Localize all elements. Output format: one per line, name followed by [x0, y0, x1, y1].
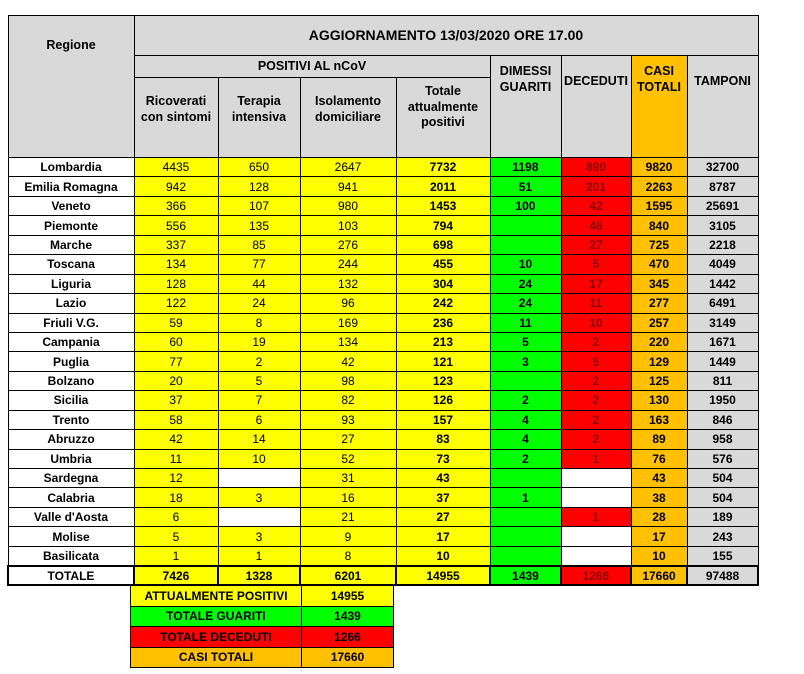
tamponi-cell: 504 — [687, 469, 758, 488]
totale-positivi-cell: 27 — [396, 507, 490, 526]
ricoverati-cell: 556 — [134, 216, 218, 235]
ricoverati-cell: 4435 — [134, 158, 218, 177]
totale-positivi-cell: 2011 — [396, 177, 490, 196]
total-dimessi-cell: 1439 — [490, 566, 561, 585]
totale-positivi-cell: 123 — [396, 371, 490, 390]
casi-totali-cell: 89 — [631, 430, 687, 449]
totale-positivi-cell: 236 — [396, 313, 490, 332]
col-header-dimessi: DIMESSI GUARITI — [490, 56, 561, 158]
casi-totali-cell: 277 — [631, 294, 687, 313]
table-row — [8, 527, 758, 546]
table-row — [8, 158, 758, 177]
total-deceduti-cell: 1266 — [561, 566, 631, 585]
deceduti-cell: 2 — [561, 391, 631, 410]
summary-row — [131, 606, 394, 627]
deceduti-cell: 1 — [561, 507, 631, 526]
col-header-deceduti: DECEDUTI — [561, 56, 631, 158]
isolamento-cell: 52 — [300, 449, 396, 468]
tamponi-cell: 4049 — [687, 255, 758, 274]
casi-totali-cell: 129 — [631, 352, 687, 371]
ricoverati-cell: 366 — [134, 196, 218, 215]
casi-totali-cell: 1595 — [631, 196, 687, 215]
summary-value: 1266 — [302, 627, 394, 648]
col-header-isolamento: Isolamento domiciliare — [300, 78, 396, 158]
ricoverati-cell: 134 — [134, 255, 218, 274]
terapia-cell: 1 — [218, 546, 300, 566]
terapia-cell: 3 — [218, 527, 300, 546]
isolamento-cell: 980 — [300, 196, 396, 215]
isolamento-cell: 27 — [300, 430, 396, 449]
region-name: Piemonte — [8, 216, 134, 235]
summary-value: 17660 — [302, 647, 394, 668]
terapia-cell: 8 — [218, 313, 300, 332]
totale-positivi-cell: 698 — [396, 235, 490, 254]
casi-totali-cell: 2263 — [631, 177, 687, 196]
total-totale-positivi-cell: 14955 — [396, 566, 490, 585]
isolamento-cell: 21 — [300, 507, 396, 526]
isolamento-cell: 169 — [300, 313, 396, 332]
table-row — [8, 177, 758, 196]
table-row — [8, 469, 758, 488]
deceduti-cell — [561, 527, 631, 546]
terapia-cell: 10 — [218, 449, 300, 468]
terapia-cell: 6 — [218, 410, 300, 429]
summary-table — [130, 585, 394, 668]
deceduti-cell: 1 — [561, 449, 631, 468]
ricoverati-cell: 58 — [134, 410, 218, 429]
table-row — [8, 313, 758, 332]
deceduti-cell: 2 — [561, 430, 631, 449]
casi-totali-cell: 470 — [631, 255, 687, 274]
dimessi-cell — [490, 469, 561, 488]
table-row — [8, 391, 758, 410]
table-row — [8, 274, 758, 293]
deceduti-cell: 42 — [561, 196, 631, 215]
dimessi-cell — [490, 371, 561, 390]
terapia-cell: 128 — [218, 177, 300, 196]
totale-positivi-cell: 73 — [396, 449, 490, 468]
region-name: Friuli V.G. — [8, 313, 134, 332]
region-name: Veneto — [8, 196, 134, 215]
table-row — [8, 235, 758, 254]
ricoverati-cell: 77 — [134, 352, 218, 371]
tamponi-cell: 1449 — [687, 352, 758, 371]
tamponi-cell: 1950 — [687, 391, 758, 410]
table-row — [8, 507, 758, 526]
casi-totali-cell: 840 — [631, 216, 687, 235]
deceduti-cell — [561, 546, 631, 566]
dimessi-cell: 3 — [490, 352, 561, 371]
isolamento-cell: 93 — [300, 410, 396, 429]
region-name: Sardegna — [8, 469, 134, 488]
isolamento-cell: 276 — [300, 235, 396, 254]
isolamento-cell: 31 — [300, 469, 396, 488]
totale-positivi-cell: 126 — [396, 391, 490, 410]
tamponi-cell: 2218 — [687, 235, 758, 254]
isolamento-cell: 103 — [300, 216, 396, 235]
table-row — [8, 488, 758, 507]
table-row — [8, 371, 758, 390]
region-name: Abruzzo — [8, 430, 134, 449]
col-header-casi-totali: CASI TOTALI — [631, 56, 687, 158]
totale-positivi-cell: 121 — [396, 352, 490, 371]
region-header: Regione — [8, 16, 134, 158]
terapia-cell: 5 — [218, 371, 300, 390]
tamponi-cell: 1671 — [687, 332, 758, 351]
casi-totali-cell: 725 — [631, 235, 687, 254]
dimessi-cell: 51 — [490, 177, 561, 196]
totale-positivi-cell: 10 — [396, 546, 490, 566]
dimessi-cell: 2 — [490, 391, 561, 410]
casi-totali-cell: 220 — [631, 332, 687, 351]
totals-row — [8, 566, 758, 585]
deceduti-cell: 46 — [561, 216, 631, 235]
covid-region-table — [7, 15, 759, 586]
region-name: Trento — [8, 410, 134, 429]
tamponi-cell: 846 — [687, 410, 758, 429]
region-name: Liguria — [8, 274, 134, 293]
ricoverati-cell: 128 — [134, 274, 218, 293]
isolamento-cell: 8 — [300, 546, 396, 566]
region-name: Basilicata — [8, 546, 134, 566]
casi-totali-cell: 10 — [631, 546, 687, 566]
total-isolamento-cell: 6201 — [300, 566, 396, 585]
tamponi-cell: 1442 — [687, 274, 758, 293]
casi-totali-cell: 38 — [631, 488, 687, 507]
totale-positivi-cell: 157 — [396, 410, 490, 429]
update-title: AGGIORNAMENTO 13/03/2020 ORE 17.00 — [134, 16, 758, 56]
casi-totali-cell: 17 — [631, 527, 687, 546]
isolamento-cell: 82 — [300, 391, 396, 410]
region-name: Lombardia — [8, 158, 134, 177]
total-ricoverati-cell: 7426 — [134, 566, 218, 585]
summary-value: 14955 — [302, 586, 394, 607]
isolamento-cell: 96 — [300, 294, 396, 313]
terapia-cell — [218, 507, 300, 526]
region-name: Puglia — [8, 352, 134, 371]
region-name: Marche — [8, 235, 134, 254]
dimessi-cell: 10 — [490, 255, 561, 274]
col-header-tamponi: TAMPONI — [687, 56, 758, 158]
tamponi-cell: 3105 — [687, 216, 758, 235]
isolamento-cell: 132 — [300, 274, 396, 293]
positive-group-header: POSITIVI AL nCoV — [134, 56, 490, 78]
region-name: Bolzano — [8, 371, 134, 390]
total-terapia-cell: 1328 — [218, 566, 300, 585]
tamponi-cell: 3149 — [687, 313, 758, 332]
casi-totali-cell: 345 — [631, 274, 687, 293]
ricoverati-cell: 20 — [134, 371, 218, 390]
table-row — [8, 294, 758, 313]
terapia-cell: 7 — [218, 391, 300, 410]
totale-positivi-cell: 455 — [396, 255, 490, 274]
ricoverati-cell: 42 — [134, 430, 218, 449]
deceduti-cell: 2 — [561, 371, 631, 390]
dimessi-cell: 24 — [490, 294, 561, 313]
deceduti-cell: 27 — [561, 235, 631, 254]
summary-label: CASI TOTALI — [131, 647, 302, 668]
dimessi-cell — [490, 527, 561, 546]
casi-totali-cell: 9820 — [631, 158, 687, 177]
casi-totali-cell: 130 — [631, 391, 687, 410]
casi-totali-cell: 76 — [631, 449, 687, 468]
isolamento-cell: 42 — [300, 352, 396, 371]
table-row — [8, 546, 758, 566]
dimessi-cell: 1198 — [490, 158, 561, 177]
ricoverati-cell: 59 — [134, 313, 218, 332]
total-tamponi-cell: 97488 — [687, 566, 758, 585]
col-header-terapia: Terapia intensiva — [218, 78, 300, 158]
tamponi-cell: 25691 — [687, 196, 758, 215]
totale-positivi-cell: 304 — [396, 274, 490, 293]
tamponi-cell: 155 — [687, 546, 758, 566]
table-row — [8, 332, 758, 351]
isolamento-cell: 941 — [300, 177, 396, 196]
terapia-cell: 107 — [218, 196, 300, 215]
region-name: Lazio — [8, 294, 134, 313]
terapia-cell: 14 — [218, 430, 300, 449]
region-name: Sicilia — [8, 391, 134, 410]
dimessi-cell — [490, 546, 561, 566]
isolamento-cell: 9 — [300, 527, 396, 546]
terapia-cell — [218, 469, 300, 488]
ricoverati-cell: 5 — [134, 527, 218, 546]
isolamento-cell: 16 — [300, 488, 396, 507]
dimessi-cell: 11 — [490, 313, 561, 332]
ricoverati-cell: 12 — [134, 469, 218, 488]
totale-positivi-cell: 242 — [396, 294, 490, 313]
ricoverati-cell: 11 — [134, 449, 218, 468]
terapia-cell: 3 — [218, 488, 300, 507]
terapia-cell: 135 — [218, 216, 300, 235]
col-header-ricoverati: Ricoverati con sintomi — [134, 78, 218, 158]
totale-positivi-cell: 213 — [396, 332, 490, 351]
isolamento-cell: 134 — [300, 332, 396, 351]
casi-totali-cell: 257 — [631, 313, 687, 332]
dimessi-cell: 2 — [490, 449, 561, 468]
table-row — [8, 352, 758, 371]
dimessi-cell: 4 — [490, 430, 561, 449]
table-row — [8, 430, 758, 449]
col-header-totale-positivi: Totale attualmente positivi — [396, 78, 490, 158]
summary-label: ATTUALMENTE POSITIVI — [131, 586, 302, 607]
summary-row — [131, 627, 394, 648]
region-name: Umbria — [8, 449, 134, 468]
dimessi-cell: 24 — [490, 274, 561, 293]
ricoverati-cell: 122 — [134, 294, 218, 313]
tamponi-cell: 504 — [687, 488, 758, 507]
terapia-cell: 85 — [218, 235, 300, 254]
deceduti-cell: 5 — [561, 255, 631, 274]
dimessi-cell: 100 — [490, 196, 561, 215]
totale-positivi-cell: 43 — [396, 469, 490, 488]
tamponi-cell: 8787 — [687, 177, 758, 196]
summary-label: TOTALE GUARITI — [131, 606, 302, 627]
terapia-cell: 2 — [218, 352, 300, 371]
table-row — [8, 255, 758, 274]
dimessi-cell: 4 — [490, 410, 561, 429]
deceduti-cell — [561, 469, 631, 488]
ricoverati-cell: 337 — [134, 235, 218, 254]
region-name: Emilia Romagna — [8, 177, 134, 196]
deceduti-cell: 890 — [561, 158, 631, 177]
tamponi-cell: 576 — [687, 449, 758, 468]
tamponi-cell: 811 — [687, 371, 758, 390]
ricoverati-cell: 6 — [134, 507, 218, 526]
deceduti-cell — [561, 488, 631, 507]
table-row — [8, 216, 758, 235]
dimessi-cell — [490, 216, 561, 235]
deceduti-cell: 2 — [561, 410, 631, 429]
casi-totali-cell: 43 — [631, 469, 687, 488]
summary-label: TOTALE DECEDUTI — [131, 627, 302, 648]
terapia-cell: 44 — [218, 274, 300, 293]
table-row — [8, 196, 758, 215]
deceduti-cell: 5 — [561, 352, 631, 371]
isolamento-cell: 244 — [300, 255, 396, 274]
totals-label: TOTALE — [8, 566, 134, 585]
table-row — [8, 410, 758, 429]
casi-totali-cell: 125 — [631, 371, 687, 390]
total-casi-totali-cell: 17660 — [631, 566, 687, 585]
region-name: Molise — [8, 527, 134, 546]
deceduti-cell: 10 — [561, 313, 631, 332]
totale-positivi-cell: 794 — [396, 216, 490, 235]
dimessi-cell — [490, 235, 561, 254]
tamponi-cell: 958 — [687, 430, 758, 449]
terapia-cell: 77 — [218, 255, 300, 274]
table-row — [8, 449, 758, 468]
deceduti-cell: 11 — [561, 294, 631, 313]
ricoverati-cell: 1 — [134, 546, 218, 566]
casi-totali-cell: 163 — [631, 410, 687, 429]
summary-row — [131, 586, 394, 607]
region-name: Campania — [8, 332, 134, 351]
ricoverati-cell: 18 — [134, 488, 218, 507]
isolamento-cell: 2647 — [300, 158, 396, 177]
tamponi-cell: 243 — [687, 527, 758, 546]
ricoverati-cell: 37 — [134, 391, 218, 410]
terapia-cell: 650 — [218, 158, 300, 177]
totale-positivi-cell: 17 — [396, 527, 490, 546]
dimessi-cell: 1 — [490, 488, 561, 507]
deceduti-cell: 17 — [561, 274, 631, 293]
summary-value: 1439 — [302, 606, 394, 627]
deceduti-cell: 2 — [561, 332, 631, 351]
totale-positivi-cell: 7732 — [396, 158, 490, 177]
dimessi-cell — [490, 507, 561, 526]
ricoverati-cell: 942 — [134, 177, 218, 196]
ricoverati-cell: 60 — [134, 332, 218, 351]
region-name: Valle d'Aosta — [8, 507, 134, 526]
tamponi-cell: 189 — [687, 507, 758, 526]
terapia-cell: 19 — [218, 332, 300, 351]
totale-positivi-cell: 1453 — [396, 196, 490, 215]
totale-positivi-cell: 83 — [396, 430, 490, 449]
region-name: Toscana — [8, 255, 134, 274]
isolamento-cell: 98 — [300, 371, 396, 390]
dimessi-cell: 5 — [490, 332, 561, 351]
tamponi-cell: 32700 — [687, 158, 758, 177]
deceduti-cell: 201 — [561, 177, 631, 196]
region-name: Calabria — [8, 488, 134, 507]
terapia-cell: 24 — [218, 294, 300, 313]
totale-positivi-cell: 37 — [396, 488, 490, 507]
tamponi-cell: 6491 — [687, 294, 758, 313]
casi-totali-cell: 28 — [631, 507, 687, 526]
summary-row — [131, 647, 394, 668]
